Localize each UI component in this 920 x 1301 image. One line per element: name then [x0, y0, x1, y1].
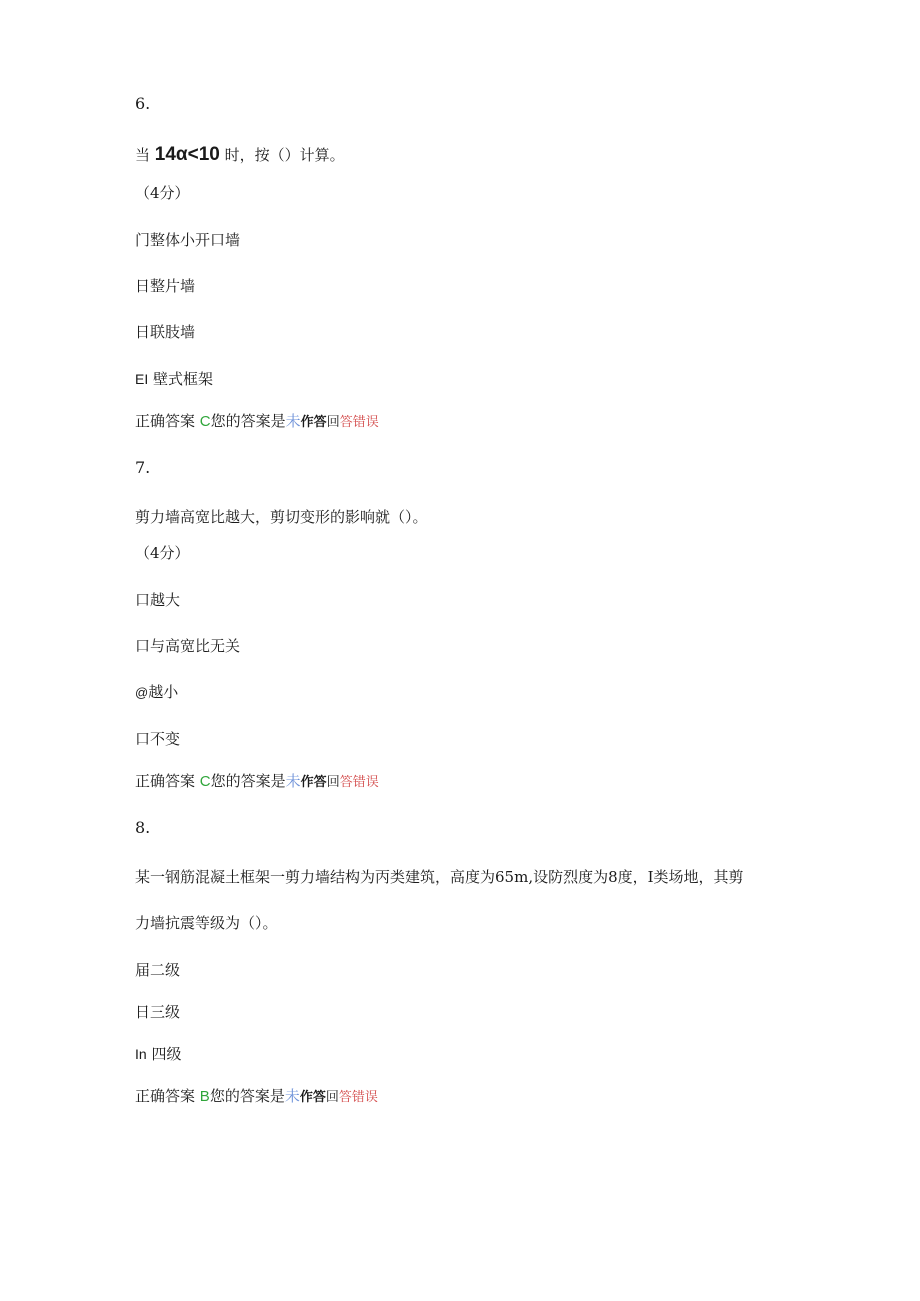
option-text: 越小	[148, 683, 179, 701]
option-d[interactable]	[135, 728, 180, 749]
unanswered-mark: 未	[285, 772, 301, 790]
option-text: 与高宽比无关	[150, 637, 241, 655]
question-number: 7.	[135, 458, 151, 477]
answer-result: 答错误	[339, 414, 379, 429]
option-marker: 日	[135, 1003, 151, 1021]
option-marker: 口	[135, 591, 151, 609]
option-text: 三级	[150, 1003, 181, 1021]
option-text: 越大	[150, 591, 181, 609]
option-c[interactable]	[135, 681, 178, 702]
question-score: （4分）	[135, 184, 190, 202]
question-number: 6.	[135, 94, 151, 113]
your-answer-label: 您的答案是	[210, 412, 286, 430]
answer-line	[135, 1085, 378, 1106]
question-stem-line1: 某一钢筋混凝土框架一剪力墙结构为丙类建筑，高度为65m,设防烈度为8度，I类场地，其剪	[135, 868, 744, 886]
answer-label: 正确答案	[135, 772, 196, 790]
option-a[interactable]	[135, 229, 240, 250]
answer-label: 正确答案	[135, 1087, 196, 1105]
correct-answer: C	[199, 773, 211, 790]
option-text: 壁式框架	[153, 370, 214, 388]
answer-glyph: 回	[326, 774, 340, 789]
stem-formula: 14α<10	[154, 144, 220, 165]
option-marker: 门	[135, 231, 151, 249]
your-answer-label: 您的答案是	[210, 772, 286, 790]
option-c[interactable]	[135, 321, 195, 342]
option-b[interactable]	[135, 635, 240, 656]
question-score: （4分）	[135, 544, 190, 562]
option-marker: EI	[135, 371, 149, 387]
question-stem-line2: 力墙抗震等级为（）。	[135, 914, 278, 932]
unanswered-mark: 未	[284, 1087, 300, 1105]
correct-answer: C	[199, 413, 211, 430]
option-marker: 口	[135, 637, 151, 655]
option-marker: In	[135, 1046, 147, 1062]
option-b[interactable]	[135, 1001, 180, 1022]
option-text: 整片墙	[150, 277, 196, 295]
option-marker: 日	[135, 277, 151, 295]
option-marker: 口	[135, 730, 151, 748]
answer-status: 作答	[300, 414, 327, 429]
option-text: 四级	[151, 1045, 182, 1063]
option-c[interactable]	[135, 1043, 181, 1064]
answer-result: 答错误	[338, 1089, 378, 1104]
option-text: 联肢墙	[150, 323, 196, 341]
option-marker: @	[135, 685, 149, 700]
option-text: 不变	[150, 730, 181, 748]
answer-line	[135, 770, 379, 791]
option-text: 整体小开口墙	[150, 231, 241, 249]
answer-status: 作答	[300, 774, 327, 789]
unanswered-mark: 未	[285, 412, 301, 430]
option-text: 二级	[150, 961, 181, 979]
option-d[interactable]	[135, 368, 213, 389]
your-answer-label: 您的答案是	[209, 1087, 285, 1105]
answer-label: 正确答案	[135, 412, 196, 430]
answer-line	[135, 410, 379, 431]
answer-result: 答错误	[339, 774, 379, 789]
stem-suffix: 时，按（）计算。	[224, 146, 345, 164]
stem-prefix: 当	[135, 146, 151, 164]
answer-glyph: 回	[326, 414, 340, 429]
question-stem	[135, 144, 345, 166]
option-marker: 届	[135, 961, 151, 979]
option-a[interactable]	[135, 959, 180, 980]
correct-answer: B	[199, 1088, 210, 1105]
answer-glyph: 回	[325, 1089, 339, 1104]
question-stem: 剪力墙高宽比越大，剪切变形的影响就（）。	[135, 508, 428, 526]
option-marker: 日	[135, 323, 151, 341]
answer-status: 作答	[299, 1089, 326, 1104]
option-b[interactable]	[135, 275, 195, 296]
question-number: 8.	[135, 818, 151, 837]
option-a[interactable]	[135, 589, 180, 610]
